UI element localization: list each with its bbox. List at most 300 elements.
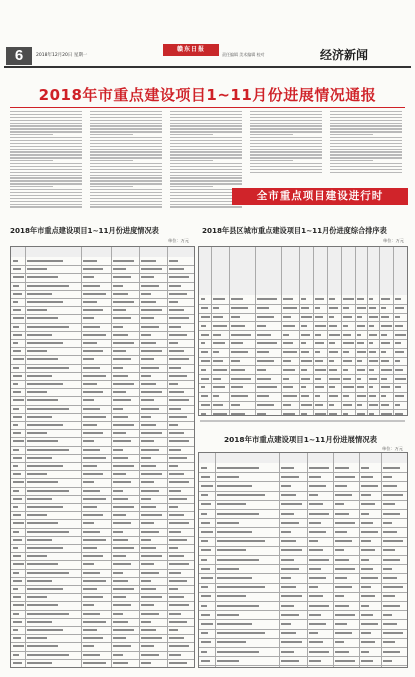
table-cell [83,309,103,311]
table-cell [281,614,299,616]
table-cell [395,386,401,388]
table-cell [283,378,289,380]
table-cell [281,586,296,588]
table-cell [201,513,207,515]
table-cell [169,604,189,606]
table-cell [141,490,159,492]
table-cell [343,386,354,388]
text-line [90,149,162,150]
table-cell [113,498,128,500]
table-cell [113,285,123,287]
table-cell [283,360,291,362]
table-cell [361,540,371,542]
table-cell [83,465,97,467]
table-cell [169,613,181,615]
table-cell [141,563,154,565]
text-line [330,154,402,155]
table-cell [83,334,106,336]
table-cell [395,307,404,309]
table-cell [217,660,239,662]
table-cell [283,298,293,300]
table-cell [169,621,187,623]
table-cell [113,268,126,270]
table-cell [217,522,239,524]
text-line [10,120,82,121]
masthead [0,0,415,72]
text-line [170,169,242,170]
text-line [170,160,213,161]
table-cell [381,307,386,309]
text-line [170,131,242,132]
table-cell [83,326,100,328]
table-cell [309,559,329,561]
table-cell [217,577,252,579]
table-cell [369,325,374,327]
table-cell [357,298,364,300]
text-line [10,198,82,199]
table-cell [83,481,94,483]
table-cell [27,465,63,467]
table-cell [357,395,366,397]
table-cell [357,342,364,344]
table-cell [169,555,184,557]
text-line [10,163,82,164]
table-cell [395,334,406,336]
table-cell [83,350,103,352]
table-cell [257,351,269,353]
table-cell [383,660,392,662]
table-cell [361,632,371,634]
table-cell [13,301,18,303]
table-cell [141,334,151,336]
text-line [90,177,162,178]
table-cell [141,555,162,557]
table-cell [141,260,156,262]
table-cell [217,568,239,570]
table-cell [83,539,106,541]
text-line [330,172,402,173]
table-cell [141,276,154,278]
table-cell [329,325,337,327]
table-cell [309,605,329,607]
table-cell [169,531,181,533]
table-cell [169,350,184,352]
table-cell [257,342,277,344]
table-cell [113,293,128,295]
text-line [90,123,162,124]
table-cell [231,325,245,327]
text-line [10,140,82,141]
table-cell [309,623,326,625]
table-cell [83,399,94,401]
text-line [250,146,322,147]
table-cell [231,378,251,380]
text-line [10,201,82,202]
table-cell [281,660,299,662]
table-cell [335,559,349,561]
table-cell [335,494,352,496]
table-cell [309,641,323,643]
headline-rule [10,107,405,108]
text-line [10,131,82,132]
table-cell [329,342,335,344]
table-cell [141,481,154,483]
table-cell [329,307,338,309]
table-cell [13,276,24,278]
table-cell [13,629,18,631]
table-cell [27,424,63,426]
text-line [170,151,242,152]
table-cell [281,503,302,505]
table1-grid [10,246,195,668]
table-cell [201,369,206,371]
table-cell [141,522,154,524]
table-cell [361,467,369,469]
table-cell [281,623,291,625]
table-cell [169,432,184,434]
table-cell [201,325,206,327]
table-header [199,453,407,463]
table-cell [113,539,128,541]
text-line [170,177,242,178]
table-cell [169,440,189,442]
table-cell [27,662,52,664]
table-cell [113,645,131,647]
table-cell [361,513,369,515]
text-line [90,117,162,118]
text-line [90,140,162,141]
table-cell [361,485,378,487]
text-line [250,151,322,152]
table-cell [201,503,211,505]
table-cell [201,660,210,662]
table-cell [335,513,349,515]
table-cell [13,268,21,270]
table-cell [27,555,47,557]
table-cell [257,395,269,397]
text-line [10,151,82,152]
table-cell [201,413,206,415]
table-cell [27,367,69,369]
text-line [10,180,82,181]
table-cell [381,369,392,371]
table-cell [329,386,335,388]
table-cell [343,316,352,318]
text-line [90,172,162,173]
table-cell [301,298,306,300]
table-cell [27,498,52,500]
text-line [250,137,322,138]
text-line [330,149,402,150]
table-cell [357,369,365,371]
table-cell [335,577,347,579]
table-cell [27,654,69,656]
table-cell [343,395,349,397]
table-cell [201,360,210,362]
table-cell [27,301,63,303]
text-line [90,131,162,132]
table-cell [301,351,309,353]
table-cell [335,595,344,597]
table-cell [169,408,181,410]
text-line [90,180,162,181]
table-cell [231,298,243,300]
table-cell [27,514,47,516]
table-cell [141,662,151,664]
table-cell [309,660,321,662]
table-cell [27,539,52,541]
table-cell [83,629,97,631]
table-cell [13,358,24,360]
table2-footnote [200,420,405,422]
table-cell [315,395,320,397]
table-cell [257,298,277,300]
table-cell [13,449,19,451]
table-cell [13,367,19,369]
table-cell [309,540,318,542]
slogan-banner: 全市重点项目建设进行时 [232,188,408,205]
table-cell [13,481,24,483]
table-cell [141,440,154,442]
table-cell [27,408,69,410]
table-cell [141,326,159,328]
text-line [250,123,322,124]
table-cell [13,662,22,664]
table-cell [201,522,210,524]
table-cell [335,522,355,524]
table-cell [231,413,245,415]
table-cell [301,395,309,397]
table-cell [201,559,207,561]
table-cell [141,317,154,319]
headline: 2018年市重点建设项目1~11月份进展情况通报 [38,86,377,104]
table-cell [343,360,352,362]
table-cell [13,408,19,410]
table-cell [309,614,321,616]
table-cell [141,506,156,508]
table-cell [213,316,223,318]
table-cell [281,568,299,570]
table-cell [201,540,208,542]
table-cell [27,572,69,574]
table-cell [343,378,351,380]
text-line [170,137,242,138]
table-cell [141,457,151,459]
table-cell [83,637,103,639]
text-line [170,186,213,187]
table-cell [217,494,265,496]
table-cell [257,378,271,380]
table-cell [361,476,373,478]
text-line [90,143,162,144]
text-line [170,120,242,121]
table-cell [169,424,178,426]
table-cell [83,490,100,492]
table-cell [141,547,156,549]
table-cell [27,268,47,270]
table-cell [83,563,94,565]
table-cell [217,605,259,607]
table-cell [113,621,128,623]
table-cell [335,614,355,616]
table-cell [13,563,24,565]
table-cell [27,440,58,442]
table-cell [309,503,323,505]
table-cell [113,399,131,401]
table-cell [169,285,181,287]
table-cell [361,623,378,625]
table-cell [13,465,18,467]
table-cell [231,351,248,353]
table-cell [113,531,123,533]
table-cell [201,395,208,397]
table-cell [381,298,390,300]
table-cell [113,654,123,656]
table-cell [113,301,134,303]
table-cell [315,351,320,353]
table-cell [27,432,47,434]
table-cell [169,637,184,639]
table-cell [113,440,131,442]
table-cell [27,522,58,524]
table-cell [169,465,178,467]
table-cell [369,351,376,353]
text-line [250,160,293,161]
table-cell [113,342,134,344]
table3-grid [198,452,408,668]
table-row [199,409,407,416]
table-cell [383,467,400,469]
table-cell [27,416,52,418]
table-cell [383,641,395,643]
table-cell [113,637,126,639]
table-cell [27,317,58,319]
table-cell [113,629,134,631]
text-line [250,117,322,118]
text-line [250,134,293,135]
table-cell [217,586,265,588]
table-cell [301,378,310,380]
table-cell [343,342,354,344]
table-cell [281,513,294,515]
table-cell [13,416,22,418]
table-cell [343,413,348,415]
table-cell [201,378,209,380]
table-cell [343,325,348,327]
table-cell [83,604,94,606]
table-cell [27,342,63,344]
table-cell [361,605,369,607]
table-cell [113,350,126,352]
table-cell [13,424,18,426]
table-cell [217,595,246,597]
table-cell [141,391,162,393]
table-cell [257,316,274,318]
table-cell [13,399,24,401]
table-cell [257,404,274,406]
table-cell [335,568,355,570]
table-cell [27,358,58,360]
table-cell [281,549,302,551]
text-line [330,143,402,144]
table-cell [83,506,97,508]
text-line [90,157,162,158]
table-cell [381,342,390,344]
text-line [330,111,402,112]
table-cell [383,494,403,496]
table-cell [141,432,162,434]
table-cell [169,416,187,418]
table-cell [113,522,131,524]
text-line [170,143,242,144]
table-cell [383,623,397,625]
table-cell [283,316,291,318]
table-cell [257,360,274,362]
table-cell [257,369,266,371]
table-cell [13,293,22,295]
table-cell [13,555,21,557]
table-cell [231,316,240,318]
text-line [90,169,162,170]
table-cell [83,580,106,582]
text-line [10,172,82,173]
table-cell [201,595,211,597]
table-cell [13,309,21,311]
table-cell [281,540,296,542]
text-line [90,163,162,164]
table-cell [335,632,352,634]
table-cell [281,595,302,597]
table-cell [361,651,369,653]
table-cell [217,485,252,487]
table-cell [113,358,131,360]
table-cell [201,386,205,388]
text-line [170,117,242,118]
table-cell [309,568,321,570]
table-cell [231,360,240,362]
table-cell [343,351,349,353]
table-cell [169,342,178,344]
table-cell [141,572,159,574]
table-cell [113,424,134,426]
table-cell [281,559,294,561]
table-cell [201,476,210,478]
table-cell [329,316,334,318]
table-cell [369,404,378,406]
table-cell [315,369,326,371]
table-cell [315,413,326,415]
text-line [10,189,82,190]
table-cell [113,588,134,590]
table-cell [309,513,329,515]
table-cell [113,334,128,336]
table-cell [113,547,134,549]
text-line [250,172,322,173]
table-cell [309,595,323,597]
table-cell [13,391,21,393]
text-line [170,175,242,176]
table-cell [169,588,178,590]
table-cell [141,465,156,467]
table-cell [113,473,126,475]
table-cell [169,391,184,393]
table-cell [169,654,181,656]
table-cell [301,325,307,327]
table-cell [83,342,97,344]
table-cell [383,605,400,607]
table-cell [169,563,189,565]
table-cell [309,476,321,478]
